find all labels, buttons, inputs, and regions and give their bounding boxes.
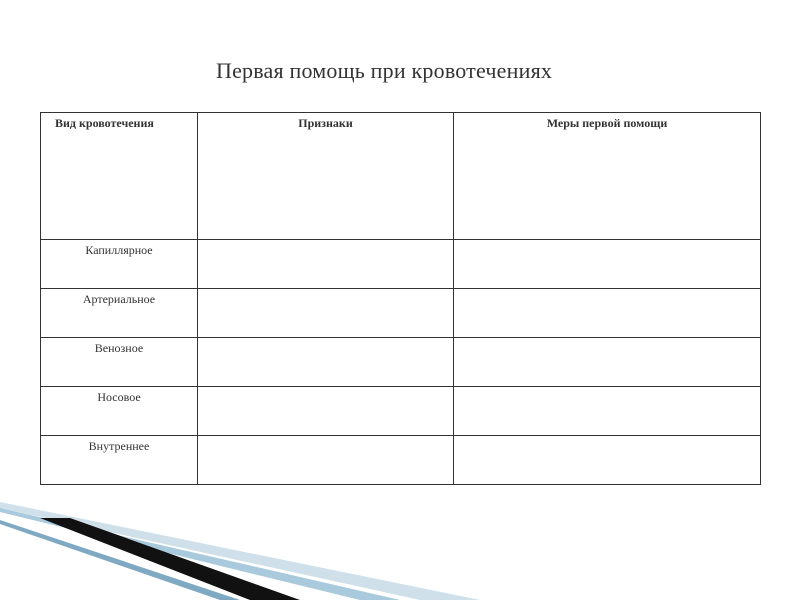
table-row [41, 436, 761, 485]
decorative-swoosh [0, 490, 800, 600]
table-row [41, 289, 761, 338]
row-signs-cell[interactable] [198, 436, 454, 485]
table-row [41, 240, 761, 289]
row-signs-cell[interactable] [198, 240, 454, 289]
row-type-cell: Венозное [41, 338, 198, 387]
header-bleeding-type: Вид кровотечения [41, 113, 198, 240]
row-type-cell: Носовое [41, 387, 198, 436]
header-first-aid: Меры первой помощи [454, 113, 761, 240]
row-signs-cell[interactable] [198, 289, 454, 338]
row-aid-cell[interactable] [454, 387, 761, 436]
header-signs: Признаки [198, 113, 454, 240]
row-aid-cell[interactable] [454, 338, 761, 387]
row-type-cell: Капиллярное [41, 240, 198, 289]
table-header-row [41, 113, 761, 240]
first-aid-table [40, 112, 761, 485]
table-row [41, 387, 761, 436]
row-type-cell: Внутреннее [41, 436, 198, 485]
page-title: Первая помощь при кровотечениях [216, 58, 553, 83]
row-signs-cell[interactable] [198, 338, 454, 387]
row-signs-cell[interactable] [198, 387, 454, 436]
row-aid-cell[interactable] [454, 436, 761, 485]
row-aid-cell[interactable] [454, 289, 761, 338]
row-type-cell: Артериальное [41, 289, 198, 338]
table-row [41, 338, 761, 387]
row-aid-cell[interactable] [454, 240, 761, 289]
